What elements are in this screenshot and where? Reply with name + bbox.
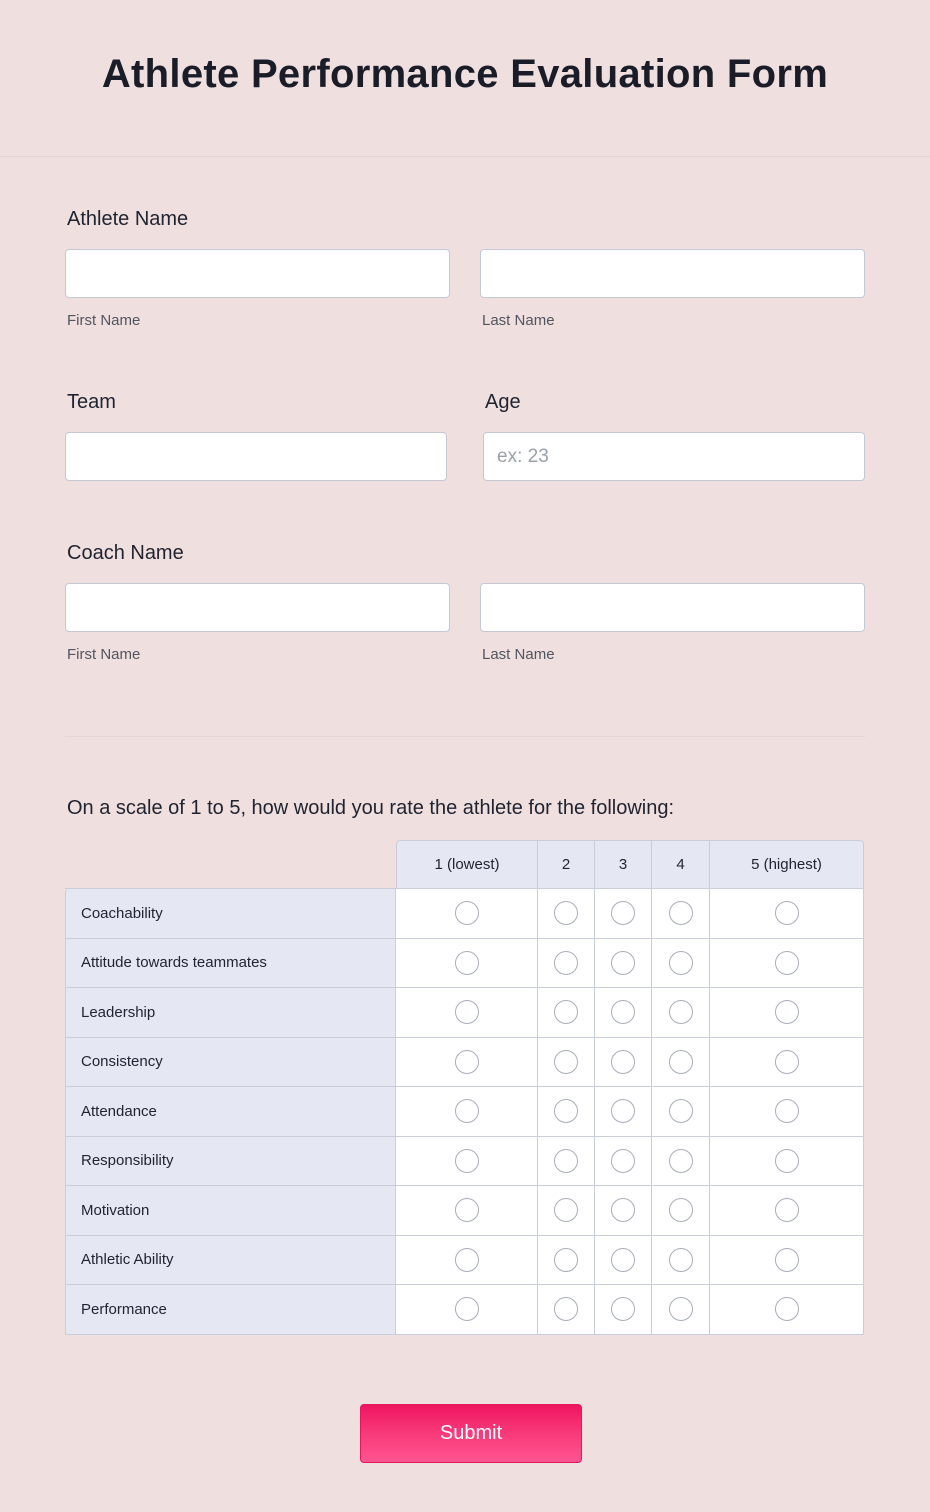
rating-radio[interactable] xyxy=(455,1099,479,1123)
rating-radio[interactable] xyxy=(554,1099,578,1123)
rating-radio[interactable] xyxy=(775,901,799,925)
matrix-cell xyxy=(710,1285,864,1335)
matrix-row-label: Attendance xyxy=(65,1087,396,1137)
matrix-cell xyxy=(710,1186,864,1236)
matrix-row xyxy=(65,939,864,989)
athlete-first-name-sublabel: First Name xyxy=(67,312,141,329)
team-input[interactable] xyxy=(65,432,447,481)
matrix-cell xyxy=(595,939,652,989)
matrix-row xyxy=(65,1186,864,1236)
team-label: Team xyxy=(67,391,116,413)
matrix-row xyxy=(65,889,864,939)
matrix-cell xyxy=(710,1087,864,1137)
matrix-row-label: Athletic Ability xyxy=(65,1236,396,1286)
rating-radio[interactable] xyxy=(611,1248,635,1272)
matrix-cell xyxy=(396,988,538,1038)
matrix-cell xyxy=(652,939,710,989)
rating-radio[interactable] xyxy=(455,951,479,975)
matrix-row-label: Consistency xyxy=(65,1038,396,1088)
matrix-cell xyxy=(595,889,652,939)
rating-radio[interactable] xyxy=(554,1050,578,1074)
rating-radio[interactable] xyxy=(611,1099,635,1123)
rating-radio[interactable] xyxy=(455,1198,479,1222)
matrix-row xyxy=(65,988,864,1038)
matrix-cell xyxy=(396,1236,538,1286)
matrix-cell xyxy=(710,889,864,939)
matrix-cell xyxy=(595,1285,652,1335)
rating-radio[interactable] xyxy=(669,1000,693,1024)
matrix-row xyxy=(65,1137,864,1187)
matrix-column-header: 5 (highest) xyxy=(710,840,864,889)
rating-radio[interactable] xyxy=(775,1297,799,1321)
matrix-cell xyxy=(396,889,538,939)
rating-radio[interactable] xyxy=(669,951,693,975)
rating-radio[interactable] xyxy=(554,1000,578,1024)
age-label: Age xyxy=(485,391,521,413)
athlete-last-name-sublabel: Last Name xyxy=(482,312,555,329)
matrix-cell xyxy=(595,988,652,1038)
matrix-cell xyxy=(652,1087,710,1137)
matrix-cell xyxy=(538,1137,595,1187)
age-input[interactable] xyxy=(483,432,865,481)
rating-radio[interactable] xyxy=(611,901,635,925)
rating-radio[interactable] xyxy=(775,1248,799,1272)
matrix-cell xyxy=(595,1137,652,1187)
matrix-cell xyxy=(595,1186,652,1236)
rating-radio[interactable] xyxy=(775,1149,799,1173)
matrix-cell xyxy=(396,939,538,989)
rating-radio[interactable] xyxy=(669,1149,693,1173)
matrix-row xyxy=(65,1038,864,1088)
divider xyxy=(0,156,930,157)
matrix-cell xyxy=(538,939,595,989)
matrix-row xyxy=(65,1236,864,1286)
matrix-row-label: Responsibility xyxy=(65,1137,396,1187)
matrix-cell xyxy=(652,1038,710,1088)
rating-radio[interactable] xyxy=(554,1198,578,1222)
rating-radio[interactable] xyxy=(775,951,799,975)
matrix-cell xyxy=(538,1236,595,1286)
matrix-cell xyxy=(396,1137,538,1187)
matrix-cell xyxy=(710,988,864,1038)
rating-radio[interactable] xyxy=(455,1000,479,1024)
matrix-cell xyxy=(652,1137,710,1187)
divider xyxy=(65,736,865,737)
submit-button[interactable]: Submit xyxy=(360,1404,582,1463)
rating-radio[interactable] xyxy=(554,901,578,925)
matrix-row-label: Performance xyxy=(65,1285,396,1335)
coach-last-name-input[interactable] xyxy=(480,583,865,632)
rating-radio[interactable] xyxy=(669,901,693,925)
matrix-cell xyxy=(396,1087,538,1137)
rating-radio[interactable] xyxy=(554,1248,578,1272)
matrix-row xyxy=(65,1285,864,1335)
matrix-column-header: 2 xyxy=(538,840,595,889)
matrix-row-label: Coachability xyxy=(65,889,396,939)
matrix-row-label: Attitude towards teammates xyxy=(65,939,396,989)
rating-radio[interactable] xyxy=(611,1198,635,1222)
matrix-cell xyxy=(652,1236,710,1286)
rating-radio[interactable] xyxy=(611,1297,635,1321)
matrix-cell xyxy=(652,1285,710,1335)
rating-radio[interactable] xyxy=(455,1050,479,1074)
matrix-cell xyxy=(595,1236,652,1286)
rating-radio[interactable] xyxy=(669,1198,693,1222)
rating-radio[interactable] xyxy=(669,1248,693,1272)
coach-name-label: Coach Name xyxy=(67,542,184,564)
matrix-row-label: Motivation xyxy=(65,1186,396,1236)
rating-radio[interactable] xyxy=(669,1050,693,1074)
rating-radio[interactable] xyxy=(455,901,479,925)
matrix-cell xyxy=(538,1285,595,1335)
matrix-cell xyxy=(538,988,595,1038)
matrix-cell xyxy=(652,889,710,939)
matrix-cell xyxy=(595,1087,652,1137)
matrix-column-header: 1 (lowest) xyxy=(396,840,538,889)
rating-radio[interactable] xyxy=(455,1248,479,1272)
matrix-cell xyxy=(710,1038,864,1088)
rating-radio[interactable] xyxy=(775,1198,799,1222)
rating-radio[interactable] xyxy=(554,951,578,975)
page-title: Athlete Performance Evaluation Form xyxy=(101,52,829,96)
rating-radio[interactable] xyxy=(669,1099,693,1123)
rating-radio[interactable] xyxy=(775,1050,799,1074)
matrix-cell xyxy=(538,889,595,939)
matrix-cell xyxy=(595,1038,652,1088)
matrix-corner xyxy=(65,840,396,889)
matrix-cell xyxy=(396,1038,538,1088)
rating-radio[interactable] xyxy=(611,1000,635,1024)
rating-radio[interactable] xyxy=(669,1297,693,1321)
coach-last-name-sublabel: Last Name xyxy=(482,646,555,663)
rating-matrix xyxy=(65,840,864,1335)
matrix-column-header: 4 xyxy=(652,840,710,889)
matrix-column-header: 3 xyxy=(595,840,652,889)
rating-radio[interactable] xyxy=(775,1099,799,1123)
rating-question: On a scale of 1 to 5, how would you rate the athlete for the following: xyxy=(67,797,675,819)
athlete-last-name-input[interactable] xyxy=(480,249,865,298)
coach-first-name-input[interactable] xyxy=(65,583,450,632)
matrix-cell xyxy=(652,1186,710,1236)
rating-radio[interactable] xyxy=(611,1149,635,1173)
athlete-name-label: Athlete Name xyxy=(67,208,189,230)
matrix-cell xyxy=(710,939,864,989)
matrix-cell xyxy=(652,988,710,1038)
rating-radio[interactable] xyxy=(554,1149,578,1173)
matrix-cell xyxy=(710,1236,864,1286)
matrix-row-label: Leadership xyxy=(65,988,396,1038)
matrix-cell xyxy=(538,1087,595,1137)
matrix-cell xyxy=(396,1186,538,1236)
rating-radio[interactable] xyxy=(455,1297,479,1321)
coach-first-name-sublabel: First Name xyxy=(67,646,141,663)
matrix-cell xyxy=(538,1186,595,1236)
rating-radio[interactable] xyxy=(611,951,635,975)
rating-radio[interactable] xyxy=(775,1000,799,1024)
matrix-cell xyxy=(396,1285,538,1335)
matrix-cell xyxy=(710,1137,864,1187)
matrix-cell xyxy=(538,1038,595,1088)
rating-radio[interactable] xyxy=(455,1149,479,1173)
matrix-row xyxy=(65,1087,864,1137)
rating-radio[interactable] xyxy=(554,1297,578,1321)
rating-radio[interactable] xyxy=(611,1050,635,1074)
athlete-first-name-input[interactable] xyxy=(65,249,450,298)
